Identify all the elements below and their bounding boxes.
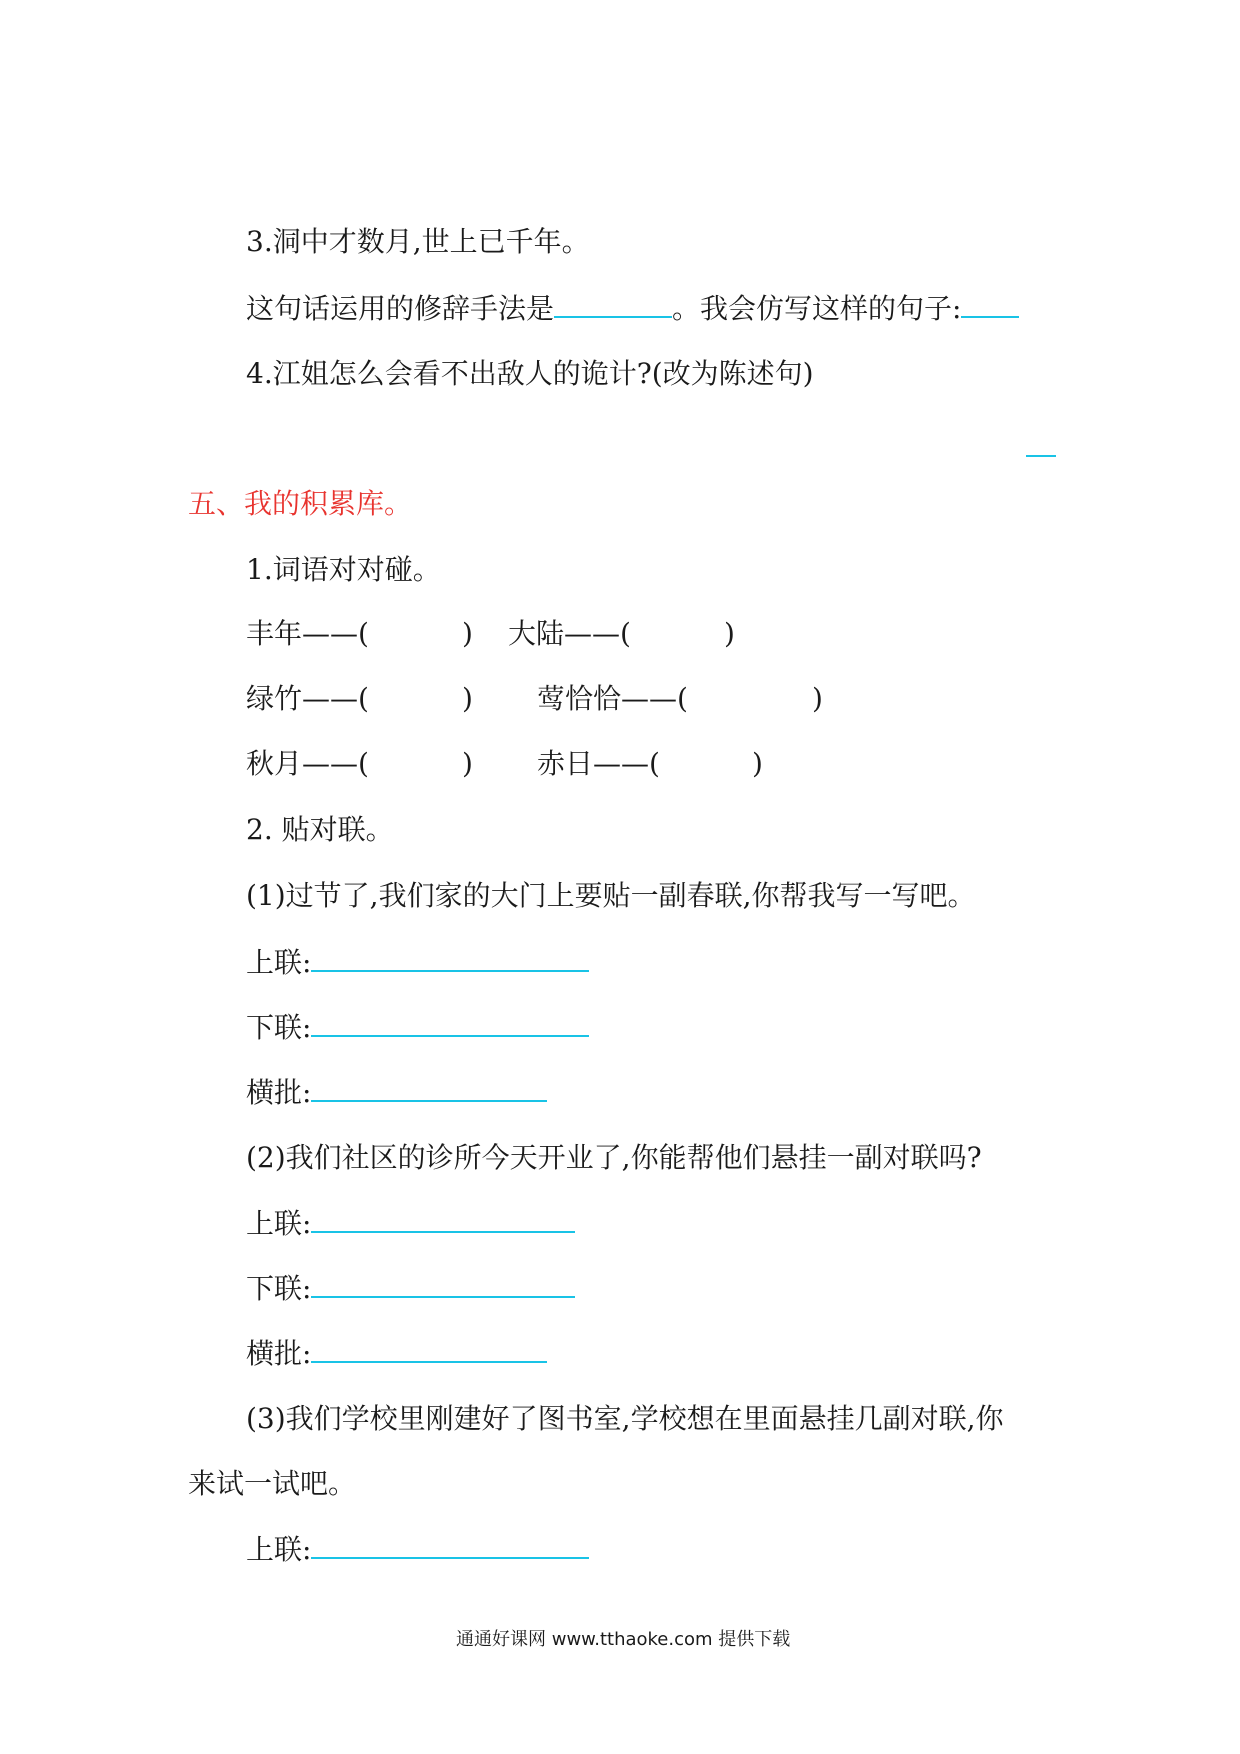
q2-sub2: (2)我们社区的诊所今天开业了,你能帮他们悬挂一副对联吗? — [246, 1141, 982, 1174]
item4-sentence: 4.江姐怎么会看不出敌人的诡计?(改为陈述句) — [246, 357, 814, 390]
sub1-xia-blank[interactable] — [311, 1007, 589, 1037]
sub2-shang-blank[interactable] — [311, 1203, 575, 1233]
pair-row-1-right-close: ) — [724, 617, 735, 650]
sub2-xia-blank[interactable] — [311, 1268, 575, 1298]
imitation-answer-blank[interactable] — [961, 288, 1019, 318]
sub1-shang-row: 上联: — [246, 942, 589, 983]
sub2-heng-blank[interactable] — [311, 1333, 547, 1363]
sub1-xia-row: 下联: — [246, 1007, 589, 1048]
pair-row-3-right-close: ) — [752, 747, 763, 780]
item3-prompt-line — [246, 288, 1019, 329]
sub3-shang-row: 上联: — [246, 1529, 589, 1570]
q2-sub3-line2: 来试一试吧。 — [188, 1467, 357, 1500]
footer-source: 通通好课网 www.tthaoke.com 提供下载 — [456, 1629, 791, 1650]
pair-row-3-right: 赤日——( — [537, 747, 660, 780]
q1-title: 1.词语对对碰。 — [246, 553, 441, 586]
pair-row-2-right-close: ) — [812, 682, 823, 715]
rhetoric-answer-blank[interactable] — [554, 288, 672, 318]
sub1-heng-row: 横批: — [246, 1072, 547, 1113]
pair-row-2-right: 莺恰恰——( — [537, 682, 688, 715]
item3-prompt-a: 这句话运用的修辞手法是 — [246, 292, 555, 325]
sub2-xia-row: 下联: — [246, 1268, 575, 1309]
pair-row-1-left-close: ) — [462, 617, 473, 650]
sub2-shang-row: 上联: — [246, 1203, 575, 1244]
sub1-shang-blank[interactable] — [311, 942, 589, 972]
q2-sub1: (1)过节了,我们家的大门上要贴一副春联,你帮我写一写吧。 — [246, 879, 976, 912]
sub1-heng-blank[interactable] — [311, 1072, 547, 1102]
sub2-heng-row: 横批: — [246, 1333, 547, 1374]
pair-row-1-right: 大陆——( — [508, 617, 631, 650]
item3-prompt-b: 。我会仿写这样的句子: — [672, 292, 962, 325]
q2-sub3-line1: (3)我们学校里刚建好了图书室,学校想在里面悬挂几副对联,你 — [246, 1402, 1004, 1435]
pair-row-3-left-close: ) — [462, 747, 473, 780]
q2-title: 2. 贴对联。 — [246, 813, 394, 846]
item3-sentence: 3.洞中才数月,世上已千年。 — [246, 225, 590, 258]
sub3-shang-blank[interactable] — [311, 1529, 589, 1559]
section5-heading: 五、我的积累库。 — [188, 487, 413, 520]
pair-row-3-left: 秋月——( — [246, 747, 369, 780]
pair-row-2-left-close: ) — [462, 682, 473, 715]
pair-row-2-left: 绿竹——( — [246, 682, 369, 715]
pair-row-1-left: 丰年——( — [246, 617, 369, 650]
item4-answer-blank[interactable] — [1026, 455, 1056, 457]
